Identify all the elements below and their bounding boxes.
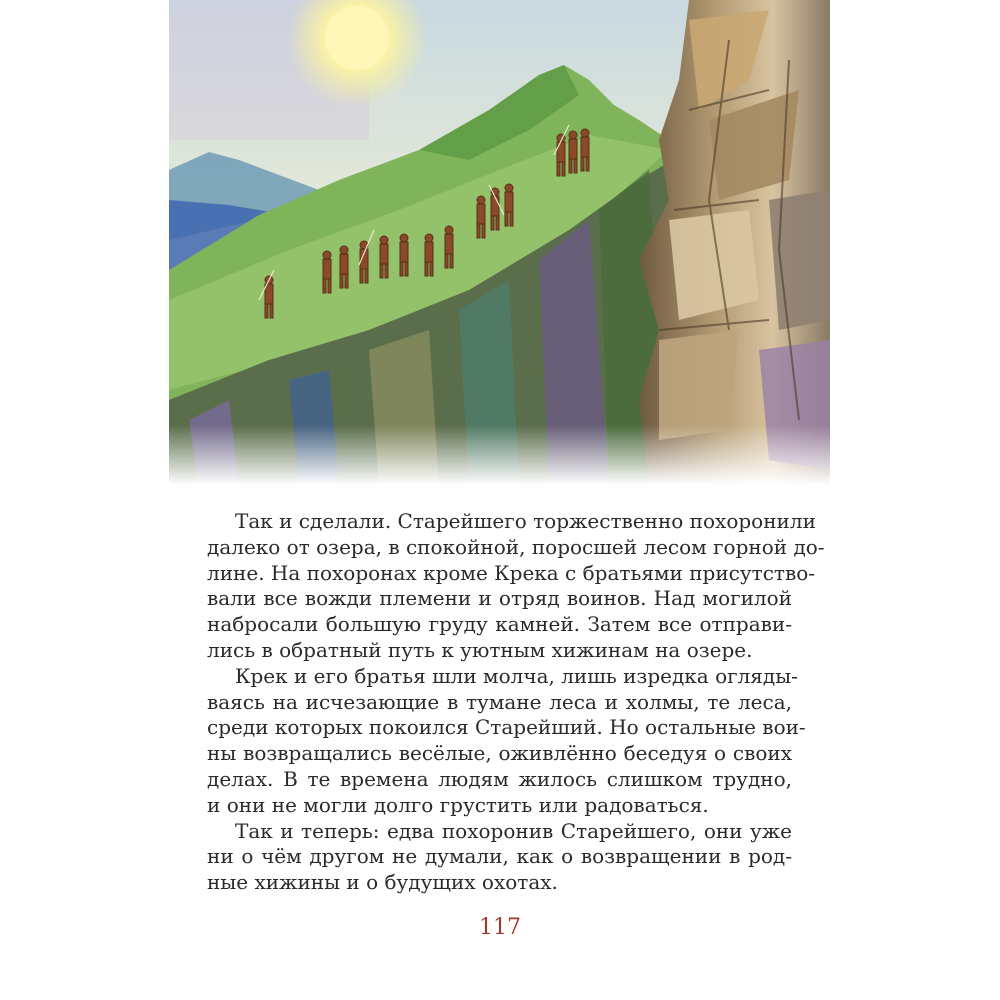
text-line: среди которых покоился Старейший. Но остальные вои-	[207, 715, 806, 740]
page-number: 117	[479, 915, 521, 940]
text-line: Так и теперь: едва похоронив Старейшего, они уже	[235, 818, 792, 843]
text-line: вали все вожди племени и отряд воинов. Над могилой	[207, 586, 792, 611]
text-line: и они не могли долго грустить или радоваться.	[207, 792, 709, 817]
text-line: делах. В те времена людям жилось слишком трудно,	[207, 766, 792, 791]
body-text	[207, 509, 825, 896]
text-line: далеко от озера, в спокойной, поросшей лесом горной до-	[207, 534, 825, 559]
text-line: ные хижины и о будущих охотах.	[207, 870, 558, 895]
text-line: лине. На похоронах кроме Крека с братьями присутство-	[207, 560, 816, 585]
mountain-procession-illustration	[169, 0, 830, 485]
text-line: набросали большую груду камней. Затем все отправи-	[207, 612, 792, 637]
book-illustration	[169, 0, 830, 485]
text-line: лись в обратный путь к уютным хижинам на озере.	[207, 637, 753, 662]
text-line: Так и сделали. Старейшего торжественно похоронили	[235, 509, 816, 533]
text-line: ваясь на исчезающие в тумане леса и холмы, те леса,	[207, 689, 792, 714]
paragraph-2	[207, 663, 806, 819]
text-line: ны возвращались весёлые, оживлённо беседуя о своих	[207, 741, 792, 766]
paragraph-1	[207, 509, 825, 664]
paragraph-3	[207, 819, 792, 896]
text-line: ни о чём другом не думали, как о возвращении в род-	[207, 844, 792, 869]
text-line: Крек и его братья шли молча, лишь изредка огляды-	[235, 663, 798, 688]
